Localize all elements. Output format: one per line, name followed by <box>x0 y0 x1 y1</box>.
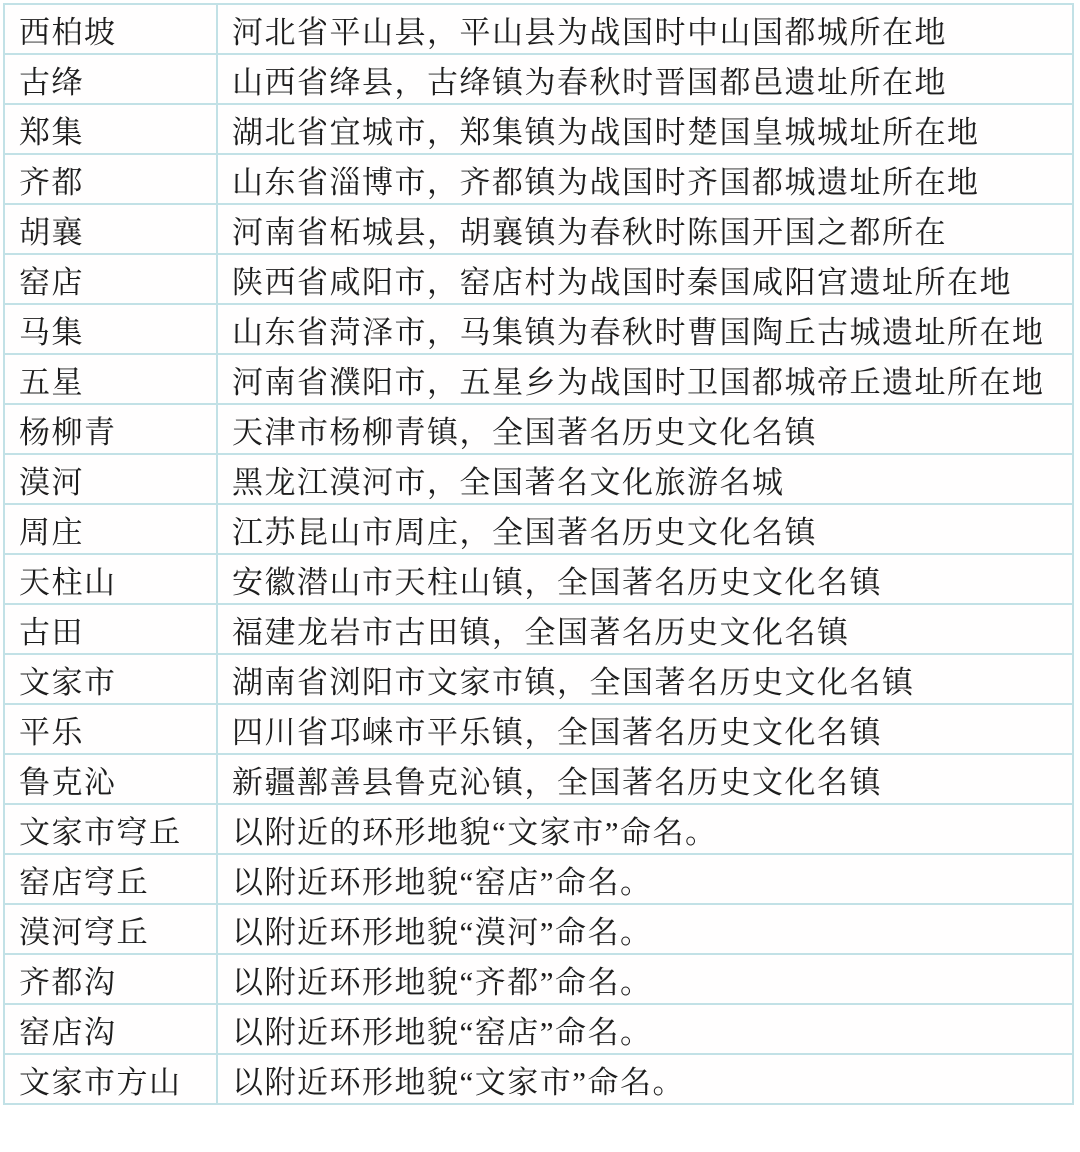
place-description-cell: 以附近环形地貌“漠河”命名。 <box>217 904 1073 954</box>
table-row <box>4 54 1073 104</box>
place-description-cell: 江苏昆山市周庄，全国著名历史文化名镇 <box>217 504 1073 554</box>
place-description-cell: 湖南省浏阳市文家市镇，全国著名历史文化名镇 <box>217 654 1073 704</box>
place-name-cell: 文家市方山 <box>4 1054 217 1104</box>
place-description-cell: 以附近的环形地貌“文家市”命名。 <box>217 804 1073 854</box>
table-row <box>4 504 1073 554</box>
place-name-cell: 周庄 <box>4 504 217 554</box>
table-row <box>4 4 1073 54</box>
table-row <box>4 154 1073 204</box>
table-row <box>4 304 1073 354</box>
table-row <box>4 254 1073 304</box>
table-row <box>4 104 1073 154</box>
table-body <box>4 4 1073 1104</box>
place-description-cell: 以附近环形地貌“齐都”命名。 <box>217 954 1073 1004</box>
place-name-cell: 郑集 <box>4 104 217 154</box>
place-description-cell: 以附近环形地貌“窑店”命名。 <box>217 1004 1073 1054</box>
table-row <box>4 854 1073 904</box>
table-row <box>4 954 1073 1004</box>
place-name-cell: 漠河穹丘 <box>4 904 217 954</box>
table-row <box>4 554 1073 604</box>
place-name-cell: 窑店 <box>4 254 217 304</box>
place-name-cell: 窑店穹丘 <box>4 854 217 904</box>
place-name-cell: 古绛 <box>4 54 217 104</box>
place-description-cell: 黑龙江漠河市，全国著名文化旅游名城 <box>217 454 1073 504</box>
place-name-cell: 马集 <box>4 304 217 354</box>
place-description-cell: 新疆鄯善县鲁克沁镇，全国著名历史文化名镇 <box>217 754 1073 804</box>
place-name-cell: 文家市穹丘 <box>4 804 217 854</box>
place-description-cell: 湖北省宜城市，郑集镇为战国时楚国皇城城址所在地 <box>217 104 1073 154</box>
place-name-cell: 平乐 <box>4 704 217 754</box>
place-description-cell: 陕西省咸阳市，窑店村为战国时秦国咸阳宫遗址所在地 <box>217 254 1073 304</box>
place-description-cell: 山西省绛县，古绛镇为春秋时晋国都邑遗址所在地 <box>217 54 1073 104</box>
place-description-cell: 安徽潜山市天柱山镇，全国著名历史文化名镇 <box>217 554 1073 604</box>
place-description-cell: 以附近环形地貌“文家市”命名。 <box>217 1054 1073 1104</box>
table-row <box>4 904 1073 954</box>
places-table <box>3 3 1074 1105</box>
place-description-cell: 山东省菏泽市，马集镇为春秋时曹国陶丘古城遗址所在地 <box>217 304 1073 354</box>
table-row <box>4 1004 1073 1054</box>
place-description-cell: 天津市杨柳青镇，全国著名历史文化名镇 <box>217 404 1073 454</box>
table-row <box>4 704 1073 754</box>
place-name-cell: 鲁克沁 <box>4 754 217 804</box>
table-row <box>4 454 1073 504</box>
place-description-cell: 河南省柘城县，胡襄镇为春秋时陈国开国之都所在 <box>217 204 1073 254</box>
place-description-cell: 河北省平山县，平山县为战国时中山国都城所在地 <box>217 4 1073 54</box>
place-name-cell: 杨柳青 <box>4 404 217 454</box>
place-description-cell: 四川省邛崃市平乐镇，全国著名历史文化名镇 <box>217 704 1073 754</box>
place-description-cell: 福建龙岩市古田镇，全国著名历史文化名镇 <box>217 604 1073 654</box>
place-name-cell: 五星 <box>4 354 217 404</box>
place-name-cell: 齐都沟 <box>4 954 217 1004</box>
table-row <box>4 1054 1073 1104</box>
table-row <box>4 754 1073 804</box>
table-row <box>4 404 1073 454</box>
table-row <box>4 804 1073 854</box>
place-name-cell: 窑店沟 <box>4 1004 217 1054</box>
place-name-cell: 齐都 <box>4 154 217 204</box>
place-name-cell: 古田 <box>4 604 217 654</box>
place-name-cell: 天柱山 <box>4 554 217 604</box>
place-name-cell: 西柏坡 <box>4 4 217 54</box>
place-name-cell: 文家市 <box>4 654 217 704</box>
place-description-cell: 以附近环形地貌“窑店”命名。 <box>217 854 1073 904</box>
place-name-cell: 漠河 <box>4 454 217 504</box>
table-row <box>4 654 1073 704</box>
place-description-cell: 山东省淄博市，齐都镇为战国时齐国都城遗址所在地 <box>217 154 1073 204</box>
table-row <box>4 604 1073 654</box>
table-row <box>4 204 1073 254</box>
place-name-cell: 胡襄 <box>4 204 217 254</box>
table-row <box>4 354 1073 404</box>
place-description-cell: 河南省濮阳市，五星乡为战国时卫国都城帝丘遗址所在地 <box>217 354 1073 404</box>
